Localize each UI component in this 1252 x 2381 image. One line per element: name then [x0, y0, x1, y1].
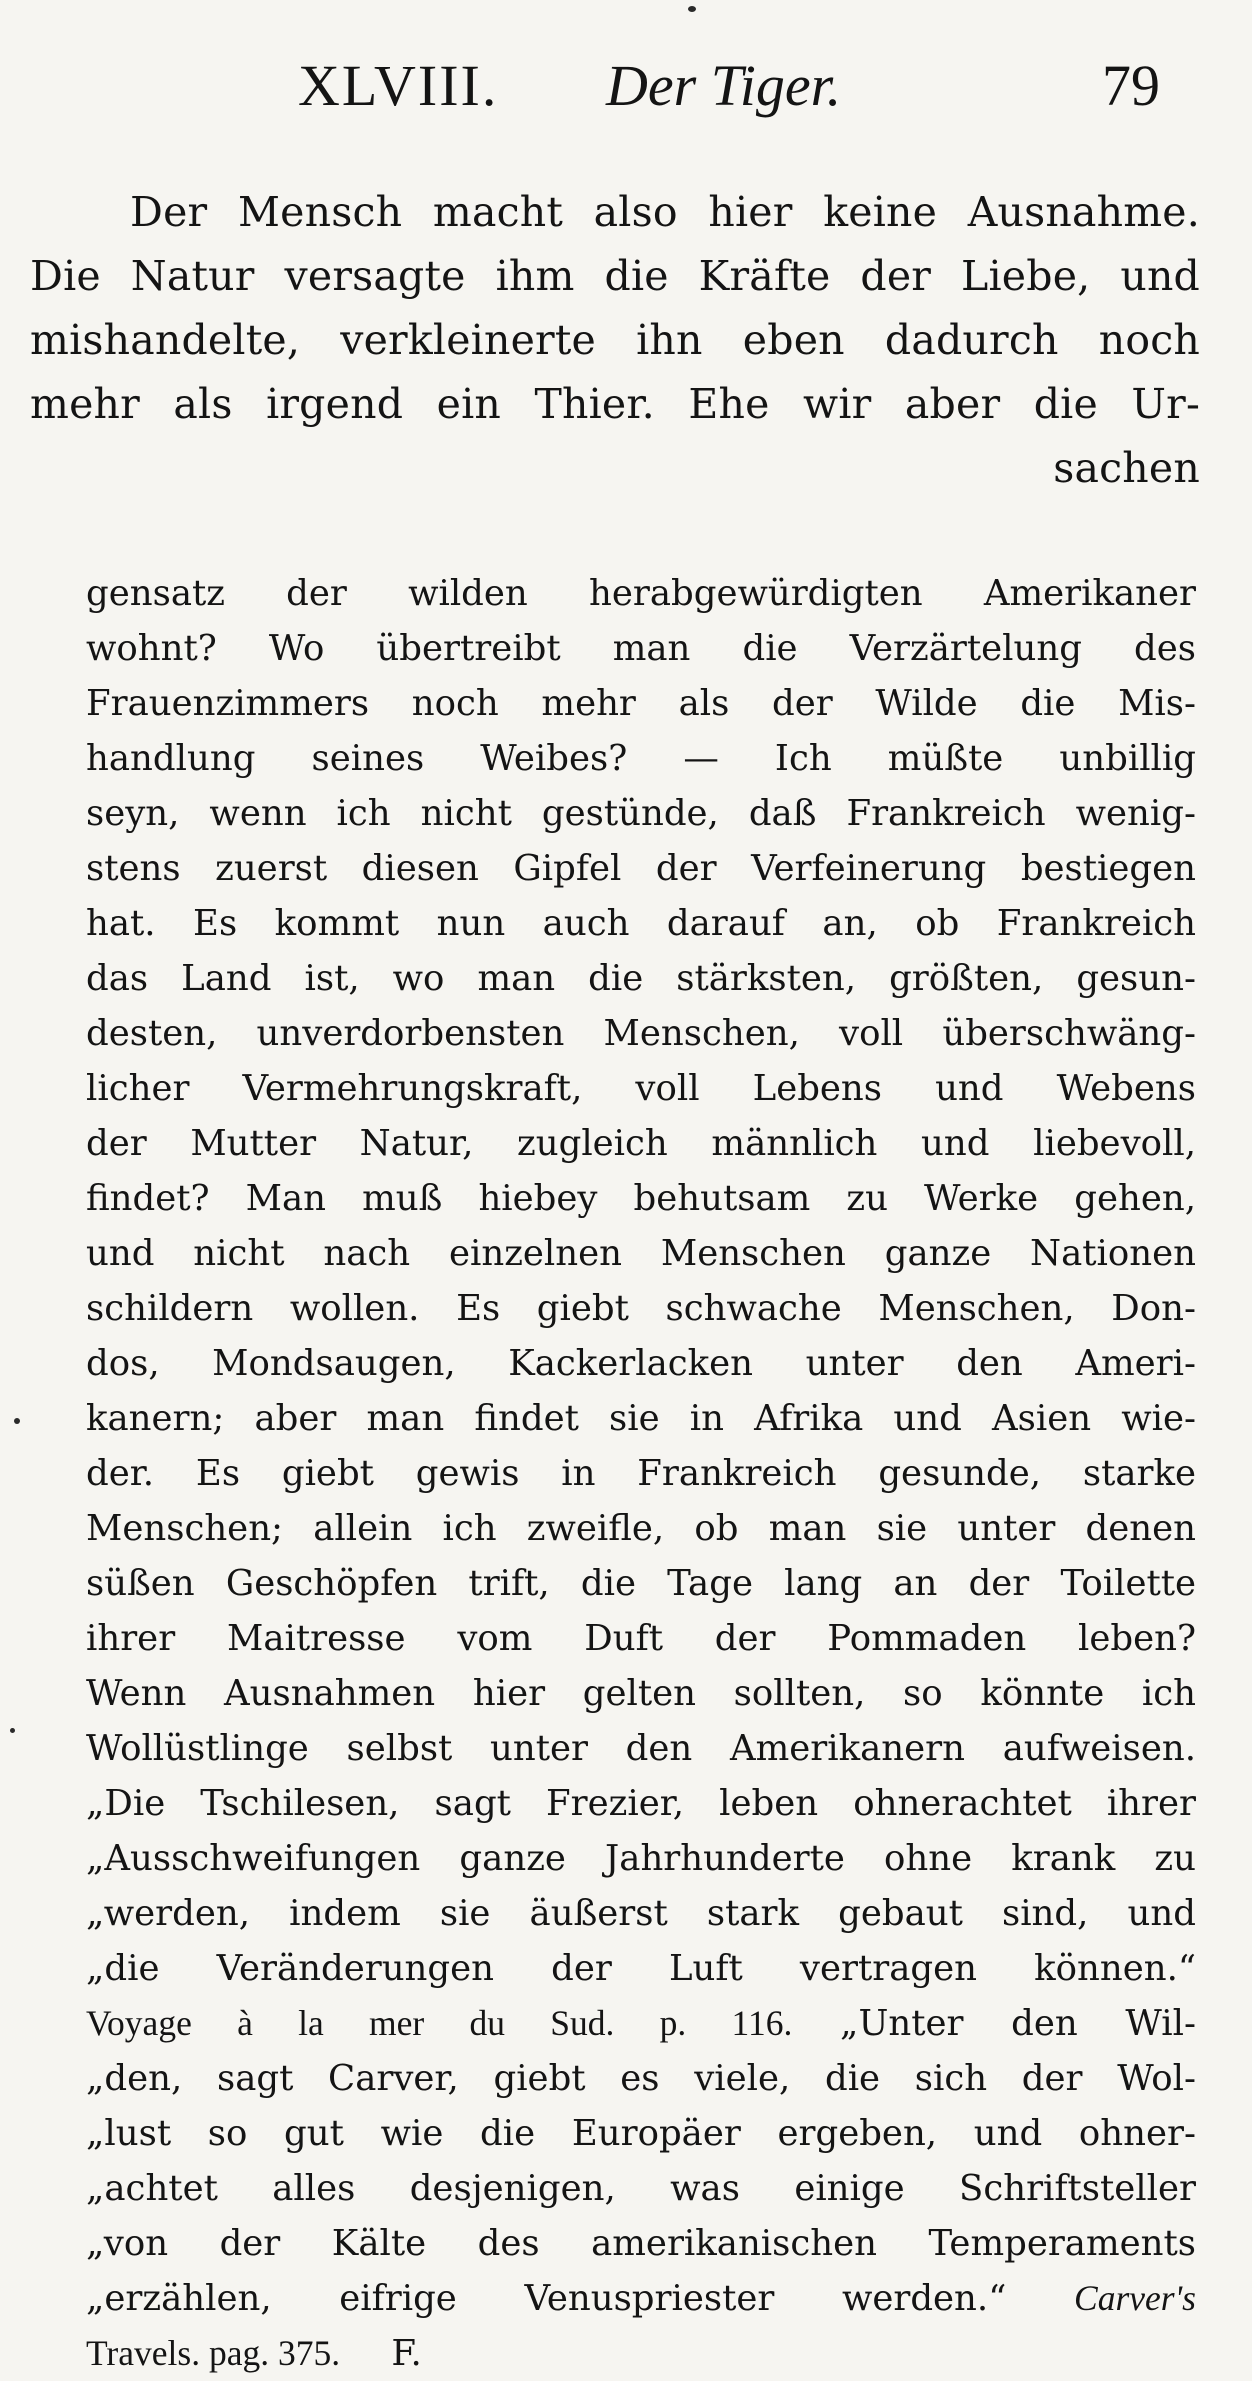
text-line: der Mutter Natur, zugleich männlich und liebevoll,: [86, 1123, 1196, 1164]
text-line: der. Es giebt gewis in Frankreich gesunde, starke: [86, 1453, 1196, 1494]
text-line: Frauenzimmers noch mehr als der Wilde die Mis-: [86, 683, 1196, 724]
text-line: dos, Mondsaugen, Kackerlacken unter den Ameri-: [86, 1343, 1196, 1384]
text-line: mishandelte, verkleinerte ihn eben dadurch noch: [30, 316, 1200, 364]
upper-paragraph: [30, 180, 1200, 500]
text-line: desten, unverdorbensten Menschen, voll überschwäng-: [86, 1013, 1196, 1054]
text-line: wohnt? Wo übertreibt man die Verzärtelung des: [86, 628, 1196, 669]
text-line: gensatz der wilden herabgewürdigten Amerikaner: [86, 573, 1196, 614]
text-line: Wenn Ausnahmen hier gelten sollten, so könnte ich: [86, 1673, 1196, 1714]
author-signature: F.: [391, 2333, 422, 2374]
text-line: „Die Tschilesen, sagt Frezier, leben ohnerachtet ihrer: [86, 1783, 1196, 1824]
ink-speck: [14, 1418, 20, 1424]
ink-speck: [688, 6, 696, 12]
text-line: Menschen; allein ich zweifle, ob man sie unter denen: [86, 1508, 1196, 1549]
text-line: findet? Man muß hiebey behutsam zu Werke gehen,: [86, 1178, 1196, 1219]
penultimate-line: [86, 2271, 1196, 2326]
text-line: „den, sagt Carver, giebt es viele, die sich der Wol-: [86, 2058, 1196, 2099]
text-line: Die Natur versagte ihm die Kräfte der Liebe, und: [30, 252, 1200, 300]
text-line: und nicht nach einzelnen Menschen ganze Nationen: [86, 1233, 1196, 1274]
lower-paragraph: [86, 566, 1196, 2381]
travels-reference: Travels. pag. 375.: [86, 2333, 341, 2373]
text-line: schildern wollen. Es giebt schwache Menschen, Don-: [86, 1288, 1196, 1329]
text-line: „werden, indem sie äußerst stark gebaut sind, und: [86, 1893, 1196, 1934]
text-line: hat. Es kommt nun auch darauf an, ob Frankreich: [86, 903, 1196, 944]
text-line: mehr als irgend ein Thier. Ehe wir aber die Ur-: [30, 380, 1200, 428]
text-line: „die Veränderungen der Luft vertragen können.“: [86, 1948, 1196, 1989]
text-line: das Land ist, wo man die stärksten, größten, gesun-: [86, 958, 1196, 999]
catchword: sachen: [1053, 444, 1200, 492]
running-header: [0, 52, 1252, 132]
chapter-number: XLVIII.: [298, 53, 499, 118]
text-line: „Ausschweifungen ganze Jahrhunderte ohne krank zu: [86, 1838, 1196, 1879]
text-line: seyn, wenn ich nicht gestünde, daß Frankreich wenig-: [86, 793, 1196, 834]
final-line: [86, 2326, 1196, 2381]
text-line: süßen Geschöpfen trift, die Tage lang an der Toilette: [86, 1563, 1196, 1604]
text-line: ihrer Maitresse vom Duft der Pommaden leben?: [86, 1618, 1196, 1659]
text-line: kanern; aber man findet sie in Afrika und Asien wie-: [86, 1398, 1196, 1439]
text-line: „von der Kälte des amerikanischen Temperaments: [86, 2223, 1196, 2264]
chapter-title: Der Tiger.: [606, 53, 842, 118]
citation-reference: Voyage à la mer du Sud. p. 116.: [86, 2003, 793, 2043]
text-line: handlung seines Weibes? — Ich müßte unbillig: [86, 738, 1196, 779]
ink-speck: [10, 1728, 15, 1733]
text-line: „lust so gut wie die Europäer ergeben, und ohner-: [86, 2113, 1196, 2154]
text-line: Der Mensch macht also hier keine Ausnahme.: [130, 188, 1200, 236]
quote-end-text: „erzählen, eifrige Venuspriester werden.“: [86, 2278, 1007, 2319]
text-line: Wollüstlinge selbst unter den Amerikanern aufweisen.: [86, 1728, 1196, 1769]
page-number: 79: [1102, 53, 1160, 118]
text-line: „achtet alles desjenigen, was einige Schriftsteller: [86, 2168, 1196, 2209]
carver-reference: Carver's: [1074, 2278, 1196, 2318]
text-line: licher Vermehrungskraft, voll Lebens und Webens: [86, 1068, 1196, 1109]
citation-line: [86, 1996, 1196, 2051]
citation-text: „Unter den Wil-: [840, 2003, 1196, 2044]
text-line: stens zuerst diesen Gipfel der Verfeinerung bestiegen: [86, 848, 1196, 889]
